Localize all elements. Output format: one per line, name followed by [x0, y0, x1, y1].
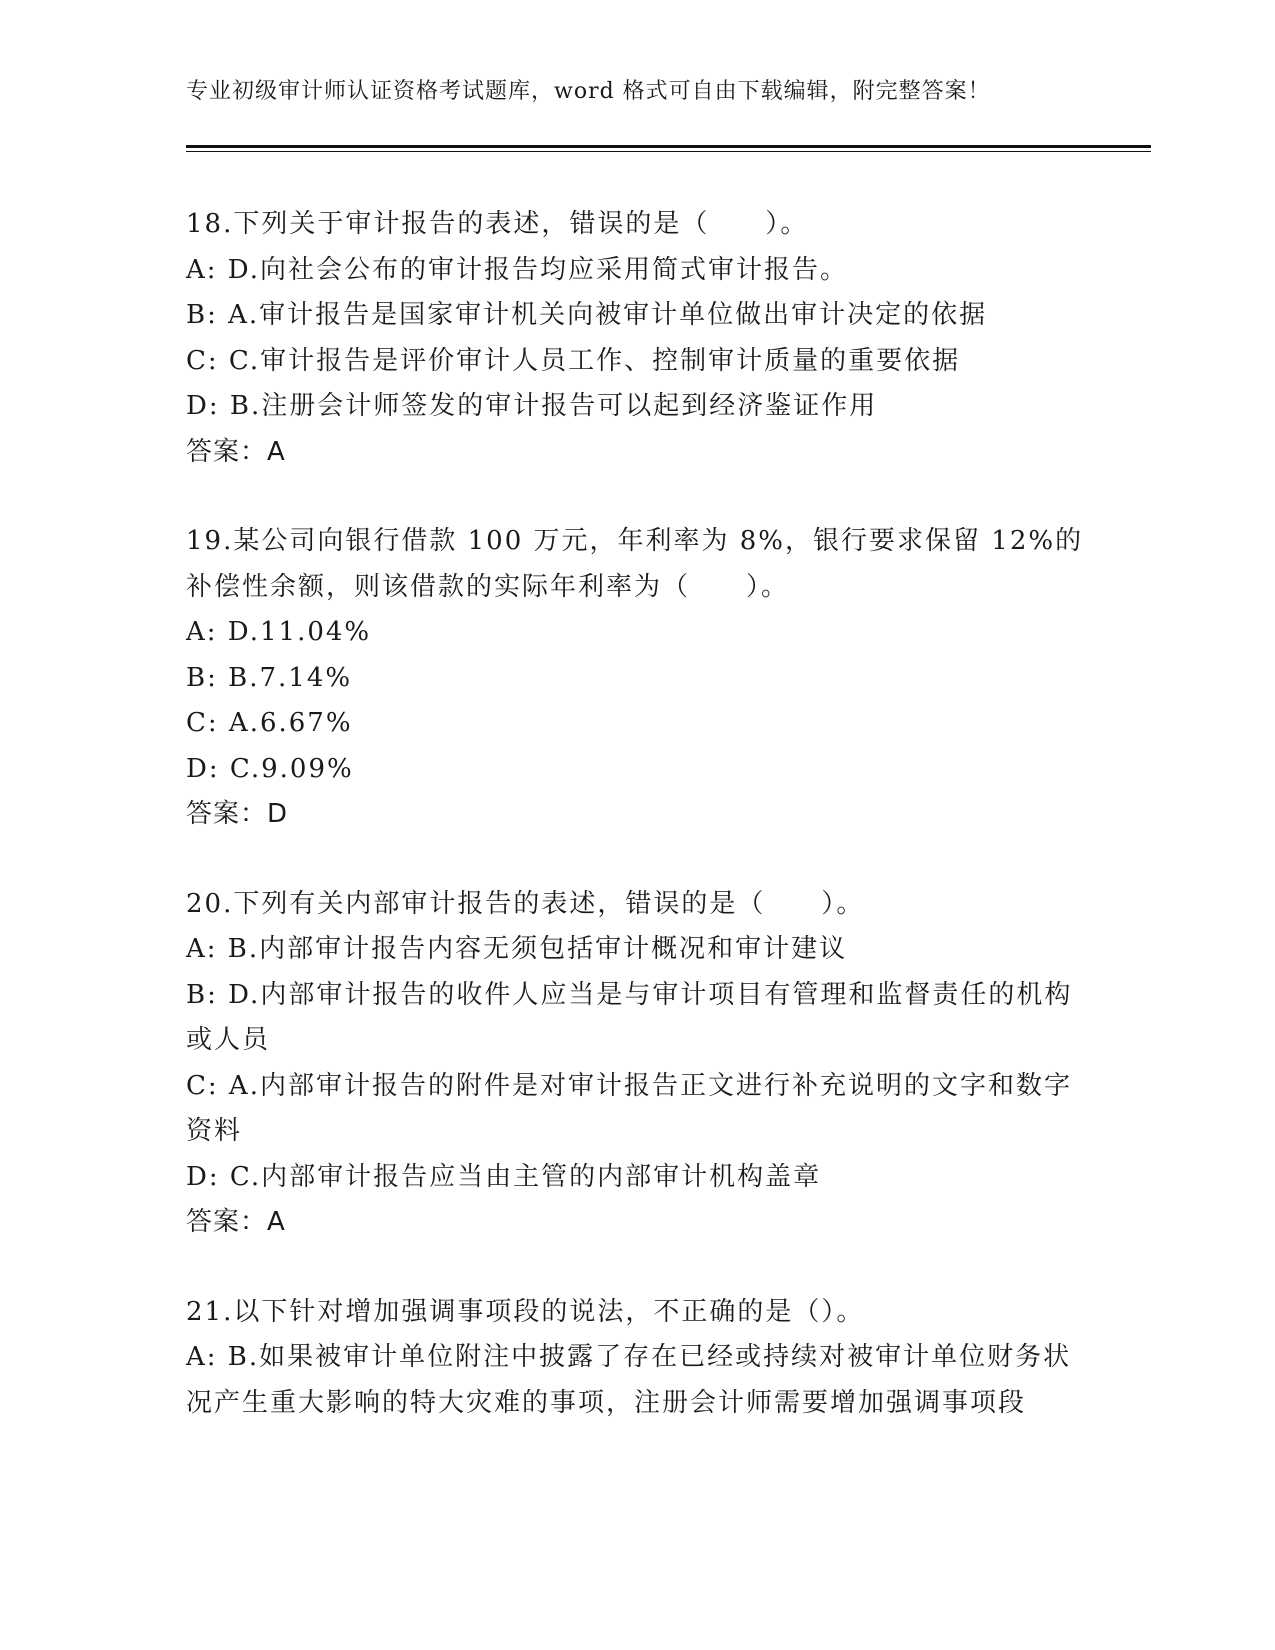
- question-19: [186, 519, 1086, 838]
- question-21: [186, 1290, 1086, 1427]
- option-a: A: D.11.04%: [186, 617, 372, 647]
- header-title: 专业初级审计师认证资格考试题库，word 格式可自由下载编辑，附完整答案！: [186, 79, 991, 104]
- option-a: A: B.如果被审计单位附注中披露了存在已经或持续对被审计单位财务状况产生重大影响的特大灾难的事项，注册会计师需要增加强调事项段: [186, 1342, 1072, 1418]
- header-rule-thin: [186, 151, 1151, 152]
- question-18: [186, 202, 1086, 475]
- option-a: A: D.向社会公布的审计报告均应采用简式审计报告。: [186, 254, 848, 285]
- question-20: [186, 882, 1086, 1246]
- option-b: B: D.内部审计报告的收件人应当是与审计项目有管理和监督责任的机构或人员: [186, 979, 1073, 1055]
- option-d: D: C.9.09%: [186, 753, 354, 784]
- option-c: C: C.审计报告是评价审计人员工作、控制审计质量的重要依据: [186, 345, 961, 376]
- question-stem: 19.某公司向银行借款 100 万元，年利率为 8%，银行要求保留 12%的补偿性余额，则该借款的实际年利率为（ ）。: [186, 526, 1084, 602]
- question-list: [186, 202, 1086, 1470]
- option-a: A: B.内部审计报告内容无须包括审计概况和审计建议: [186, 934, 848, 964]
- option-c: C: A.内部审计报告的附件是对审计报告正文进行补充说明的文字和数字资料: [186, 1070, 1072, 1146]
- header-rule-thick: [186, 145, 1151, 148]
- option-c: C: A.6.67%: [186, 708, 353, 738]
- option-b: B: B.7.14%: [186, 662, 353, 693]
- option-d: D: B.注册会计师签发的审计报告可以起到经济鉴证作用: [186, 391, 878, 421]
- question-stem: 20.下列有关内部审计报告的表述，错误的是（ ）。: [186, 888, 865, 919]
- option-b: B: A.审计报告是国家审计机关向被审计单位做出审计决定的依据: [186, 300, 988, 330]
- answer: 答案：A: [186, 1207, 286, 1237]
- answer: 答案：A: [186, 436, 286, 467]
- question-stem: 18.下列关于审计报告的表述，错误的是（ ）。: [186, 209, 809, 239]
- question-stem: 21.以下针对增加强调事项段的说法，不正确的是（）。: [186, 1296, 865, 1327]
- option-d: D: C.内部审计报告应当由主管的内部审计机构盖章: [186, 1161, 822, 1192]
- answer: 答案：D: [186, 799, 289, 829]
